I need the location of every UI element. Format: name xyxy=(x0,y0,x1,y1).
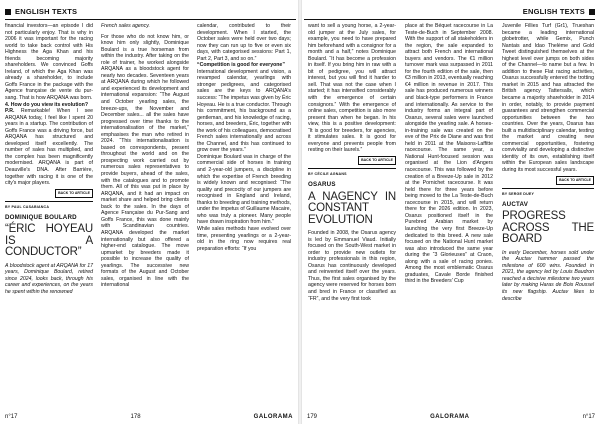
magazine-brand: GALORAMA xyxy=(253,414,293,420)
left-column-3 xyxy=(197,23,291,252)
speaker-initials: P.R. xyxy=(5,108,15,115)
paragraph: For those who do not know him, or know him only slightly, Dominique Boulard is a true horseman from within the industry. After taking on the role of trainer, he worked alongside ARQANA as a bloodstock agent for nearly two decades. Seventeen years at ARQANA during which he followed and experienced its development and international expansion: “The August and October yearling sales, the breeze-ups, the November and December sales... all the sales have progressed over time thanks to the internationalisation of the market,” emphasises the man who retired in 2024. “This internationalisation is based on correspondents, present throughout the world and on the prospecting work carried out by numerous sales representatives to provide buyers, ahead of the sales, with the catalogues and to promote them. All of this was put in place by ARQANA, and it had an impact on market share and helped bring clients back to the sales. In the days of Agence Française du Pur-Sang and Goffs France, this was done mainly with Scandinavian countries. ARQANA developed the market internationally but also offered a higher-end catalogue. The move upmarket by breeders made it possible to increase the quality of yearlings. The successive new formats of the August and October sales, organised in line with the international xyxy=(101,33,189,289)
byline: BY PAUL CASABIANCA xyxy=(5,205,50,210)
issue-number: n°17 xyxy=(582,414,595,420)
right-column-2 xyxy=(405,23,493,285)
right-column-1 xyxy=(308,23,396,302)
article-intro: A bloodstock agent at ARQANA for 17 years, Dominique Boulard, retired since 2024, looks back, through his career and experiences, on the years he spent within the renowned xyxy=(5,262,93,295)
right-header xyxy=(523,4,595,19)
right-page xyxy=(302,0,600,424)
left-column-1 xyxy=(5,23,93,296)
answer-text: Remarkable! When I see ARQANA today, I feel like I spent 20 years in a startup. The contribution of Goffs France was a driving force, but ARQANA has structured and developed itself excellently. The number of sales has multiplied, and the complex has been magnificently modernised. ARQANA is part of Deauville's DNA. After Barrière, together with racing it is one of the city's major players. xyxy=(5,108,93,187)
right-footer xyxy=(307,414,595,420)
paragraph: While sales methods have evolved over time, presenting yearlings or a 2-year-old in the ring now requires real preparation efforts: “If you xyxy=(197,225,291,252)
byline: BY CÉCILE AGNANS xyxy=(308,172,347,177)
divider xyxy=(5,201,93,202)
left-header xyxy=(5,4,77,19)
paragraph: Founded in 2008, the Osarus agency is led by Emmanuel Viaud. Initially focused on the South-West market in order to provide new outlets for industry professionals in this region, Osarus has continuously developed and reinvented itself over the years. Thus, the first sales organised by the agency were reserved for horses born and bred in France or classified as “FR”, and the very first took xyxy=(308,230,396,302)
article-headline: PROGRESS ACROSS THE BOARD xyxy=(502,210,594,246)
square-icon xyxy=(589,9,595,15)
paragraph: Dominique Boulard was in charge of the commercial side of horses in training and 2-year-old jumpers, a discipline in which the expertise of French breeding is widely known and recognised: “The quality and precocity of our jumpers are recognised in England and Ireland, thanks to breeding and training methods, under the impetus of Guillaume Macaire, who was truly a pioneer. Many people have drawn inspiration from him.” xyxy=(197,153,292,226)
left-column-2 xyxy=(101,23,189,289)
left-header-label: ENGLISH TEXTS xyxy=(15,7,78,16)
magazine-brand: GALORAMA xyxy=(430,414,470,420)
right-column-3 xyxy=(502,23,594,302)
left-page xyxy=(0,0,298,424)
divider xyxy=(308,168,396,169)
back-to-article-link[interactable]: BACK TO ARTICLE xyxy=(55,189,93,199)
page-number: 178 xyxy=(130,414,141,420)
page-number: 179 xyxy=(307,414,318,420)
paragraph: want to sell a young horse, a 2-year-old jumper at the July sales, for example, you need to have prepared him beforehand with a consignor for a month and a half,” notes Dominique Boulard. “It has become a profession in itself. If you bring him in raw with a bit of pedigree, you will attract interest, but you will find it harder to sell. That was not the case when I started; it has intensified considerably with the emergence of certain consignors.” With the emergence of online sales, competition is also more present than when he began. In his view, this is a positive development: “It is good for breeders, for agencies, it stimulates sales. It is good for everyone and prevents people from resting on their laurels.” xyxy=(308,23,396,154)
paragraph: financial investors—an episode I did not particularly enjoy. That is why in 2006 it was important for the racing world to take back control with His Highness the Aga Khan and his friends becoming majority shareholders. We convinced Goffs Ireland, of which the Aga Khan was already a shareholder, to include Goffs France in the package with the Agence française de vente du pur-sang. That is how ARQANA was born. xyxy=(5,23,93,102)
article-intro-cont: French sales agency. xyxy=(101,23,150,29)
paragraph xyxy=(5,108,93,187)
right-header-label: ENGLISH TEXTS xyxy=(522,7,585,16)
article-intro: In early December, horses sold under the Auctav hammer passed the milestone of 600 wins. Founded in 2021, the agency led by Louis Baudron reached a decisive milestone two years later by making Haras de Bois Roussel its new flagship. Auctav likes to describe xyxy=(502,249,594,302)
section-title: AUCTAV xyxy=(502,200,529,208)
subheading: “Competition is good for everyone” xyxy=(197,62,285,69)
paragraph: place at the Béquet racecourse in La Teste-de-Buch in September 2008. With the support of all stakeholders in the region, the sale expanded to attract both French and international buyers and vendors. The €1 million turnover mark was surpassed in 2011 for the fourth edition of the sale, then €3 million in 2013, eventually reaching €4 million in revenue in 2017. This sale has produced numerous winners and black-type performers in France and internationally. As service to the industry forms an integral part of Osarus, several sales were launched alongside the yearling sale. A horses-in-training sale was created on the eve of the Prix de Diane and was first held in 2011 at the Maisons-Laffitte racecourse. The same year, a National Hunt-focused session was organised at the Lion d'Angers racecourse. This was followed by the creation of a Breeze-Up sale in 2012 at the Pornichet racecourse. It was held there for three years before being moved to the La Teste-de-Buch racecourse in 2015, and will return there for the 2026 edition. In 2023, Osarus positioned itself in the Purebred Arabian market by launching the very first Breeze-Up dedicated to this breed. A new sale focused on the National Hunt market was also introduced the same year during the “3 Glorieuses” at Craon, along with a sale of racing ponies. Among the most emblematic Osarus graduates, Cavale Borde finished third in the Breeders' Cup xyxy=(405,23,493,285)
paragraph: calendar, contributed to their development. When I started, the October sales were held over two days; now they can run up to five or even six days, with categorised sessions: Part 1, Part 2, Part 3, and so on.” xyxy=(197,23,291,62)
back-to-article-link[interactable]: BACK TO ARTICLE xyxy=(358,156,396,166)
back-to-article-link[interactable]: BACK TO ARTICLE xyxy=(556,176,594,186)
paragraph: Juvenile Fillies Turf (Gr1), Trueshan became a leading international globetrotter, while Gemix, Punch Nantais and Idao Thelème and Gold Tweet distinguished themselves at the highest level over jumps on both sides of the Channel—to name but a few. In addition to these Flat racing activities, Osarus successfully entered the trotting market in 2015 and has attracted the British agency Tattersalls, which became a majority shareholder in 2014 in order, notably, to provide payment guarantees and strengthen commercial opportunities between the two countries. Over the years, Osarus has built a multidisciplinary calendar, testing the market and creating new commercial opportunities, fostering conviviality and developing a distinctive identity of its own, establishing itself within the European sales landscape during its most successful years. xyxy=(502,23,594,174)
byline: BY SERGE DUEY xyxy=(502,192,535,197)
issue-number: n°17 xyxy=(5,414,18,420)
header-rule xyxy=(304,19,595,20)
section-title: DOMINIQUE BOULARD xyxy=(5,213,77,221)
header-rule xyxy=(5,19,296,20)
left-footer xyxy=(5,414,293,420)
divider xyxy=(502,188,594,189)
square-icon xyxy=(5,9,11,15)
interview-question: 4. How do you view its evolution? xyxy=(5,101,89,108)
article-headline: “ÉRIC HOYEAU IS A CONDUCTOR” xyxy=(5,223,93,259)
paragraph: International development and vision, a revamped calendar, yearlings with stronger pedigrees, and categorised sales are the keys to ARQANA's success: “The impetus was given by Éric Hoyeau. He is a true conductor. Through his commitment, his background as a gentleman, and his knowledge of racing, horses, and breeders, Éric, together with the work of his colleagues, democratised French sales internationally and across the Channel, and this has continued to grow over the years.” xyxy=(197,68,291,154)
article-headline: A NAGENCY IN CONSTANT EVOLUTION xyxy=(308,190,396,226)
section-title: OSARUS xyxy=(308,181,336,189)
